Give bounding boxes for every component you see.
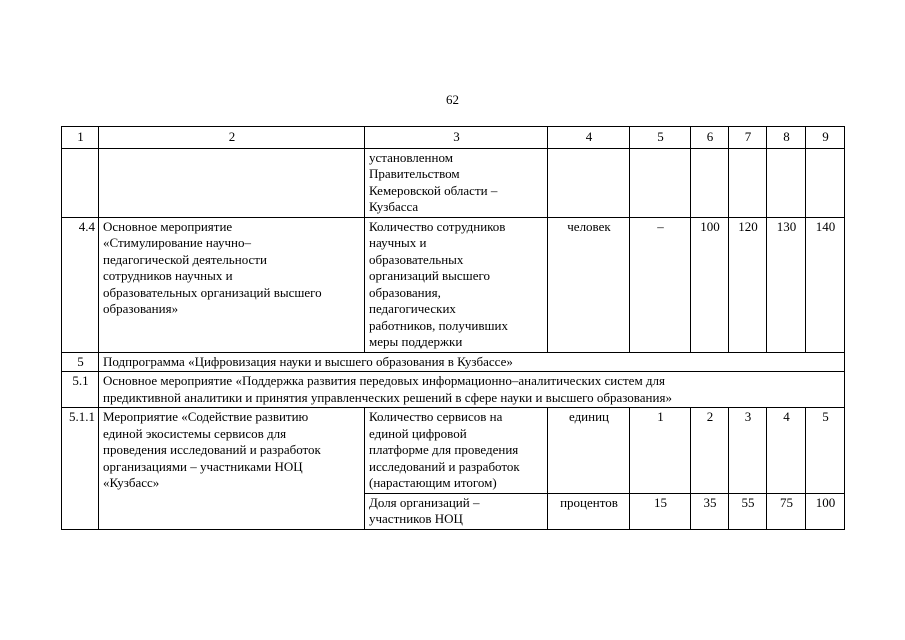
value-cell: 2 xyxy=(691,408,729,494)
table-row xyxy=(62,352,845,372)
value-cell: 100 xyxy=(806,493,845,529)
header-cell: 3 xyxy=(365,127,548,149)
indicator-cell: Доля организаций – участников НОЦ xyxy=(365,493,548,529)
value-cell: 130 xyxy=(767,217,806,352)
unit-cell: человек xyxy=(548,217,630,352)
header-cell: 5 xyxy=(630,127,691,149)
table-row xyxy=(62,372,845,408)
value-cell: 140 xyxy=(806,217,845,352)
row-number: 4.4 xyxy=(62,217,99,352)
row-number: 5.1.1 xyxy=(62,408,99,530)
indicator-cell: установленном Правительством Кемеровской области – Кузбасса xyxy=(365,148,548,217)
header-cell: 4 xyxy=(548,127,630,149)
value-cell: 75 xyxy=(767,493,806,529)
indicator-cell: Количество сервисов на единой цифровой платформе для проведения исследований и разработок (нарастающим итогом) xyxy=(365,408,548,494)
indicators-table xyxy=(61,126,845,530)
page-number: 62 xyxy=(446,92,459,107)
value-cell: 5 xyxy=(806,408,845,494)
value-cell: 35 xyxy=(691,493,729,529)
table-row xyxy=(62,408,845,494)
value-cell: 15 xyxy=(630,493,691,529)
header-row xyxy=(62,127,845,149)
unit-cell: процентов xyxy=(548,493,630,529)
header-cell: 8 xyxy=(767,127,806,149)
header-cell: 9 xyxy=(806,127,845,149)
header-cell: 2 xyxy=(99,127,365,149)
header-cell: 1 xyxy=(62,127,99,149)
value-cell: 1 xyxy=(630,408,691,494)
value-cell: 55 xyxy=(729,493,767,529)
header-cell: 6 xyxy=(691,127,729,149)
indicator-cell: Количество сотрудников научных и образовательных организаций высшего образования, педагогических работников, получивших меры поддержки xyxy=(365,217,548,352)
row-number: 5 xyxy=(62,352,99,372)
row-number: 5.1 xyxy=(62,372,99,408)
value-cell: 3 xyxy=(729,408,767,494)
event-cell: Основное мероприятие «Стимулирование научно– педагогической деятельности сотрудников научных и образовательных организаций высшего образования» xyxy=(99,217,365,352)
value-cell: 100 xyxy=(691,217,729,352)
table-row xyxy=(62,148,845,217)
event-cell: Мероприятие «Содействие развитию единой экосистемы сервисов для проведения исследований и разработок организациями – участниками НОЦ «Кузбасс» xyxy=(99,408,365,530)
unit-cell: единиц xyxy=(548,408,630,494)
header-cell: 7 xyxy=(729,127,767,149)
value-cell: – xyxy=(630,217,691,352)
table-row xyxy=(62,217,845,352)
value-cell: 4 xyxy=(767,408,806,494)
main-event-title: Основное мероприятие «Поддержка развития передовых информационно–аналитических систем для предиктивной аналитики и принятия управленческих решений в сфере науки и высшего образования» xyxy=(99,372,845,408)
value-cell: 120 xyxy=(729,217,767,352)
subprogram-title: Подпрограмма «Цифровизация науки и высшего образования в Кузбассе» xyxy=(99,352,845,372)
